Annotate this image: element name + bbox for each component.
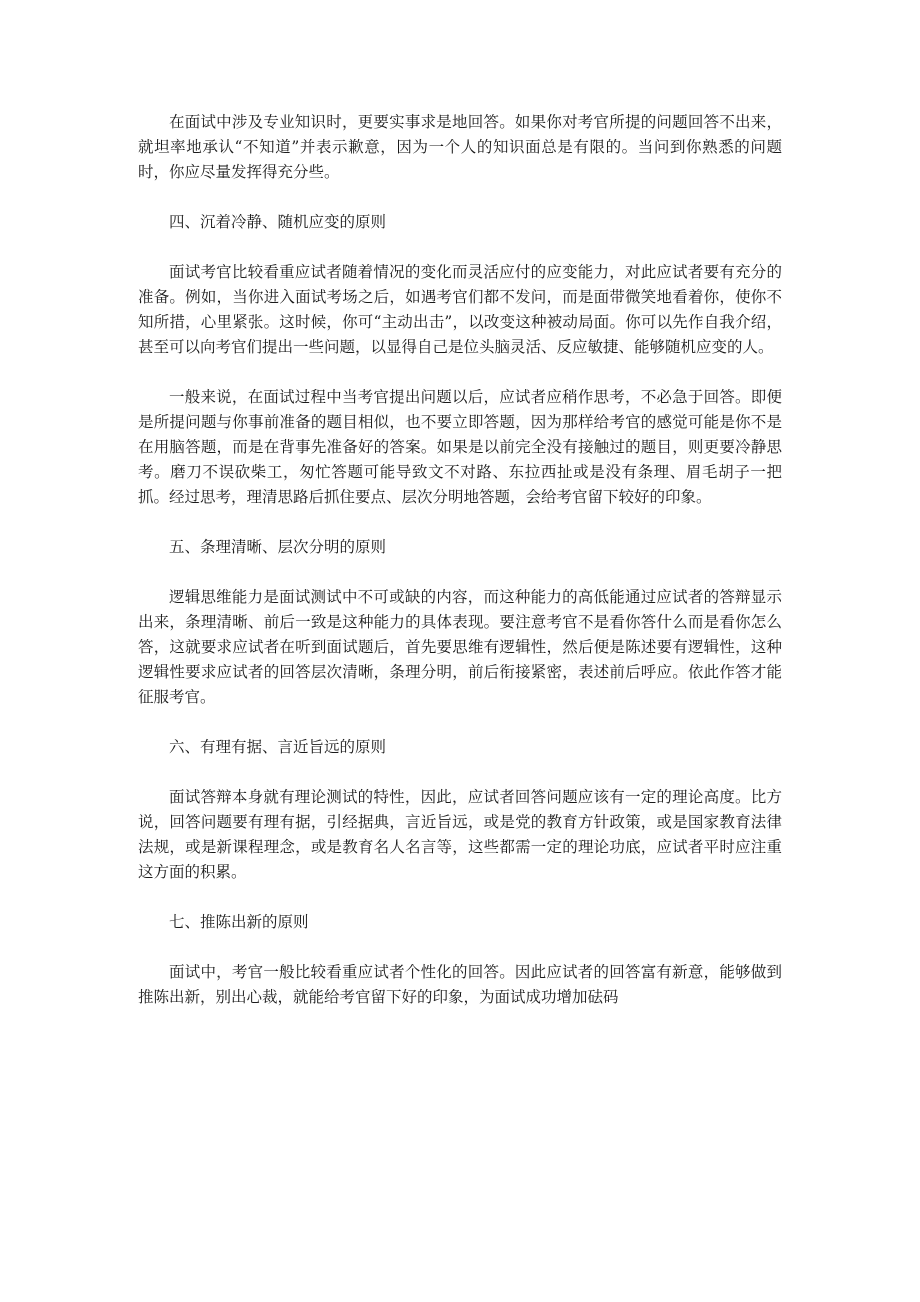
paragraph-adaptability: 面试考官比较看重应试者随着情况的变化而灵活应付的应变能力，对此应试者要有充分的准备。例如，当你进入面试考场之后，如遇考官们都不发问，而是面带微笑地看着你，使你不知所措，心里紧张。这时候，你可“主动出击”，以改变这种被动局面。你可以先作自我介绍，甚至可以向考官们提出一些问题，以显得自己是位头脑灵活、反应敏捷、能够随机应变的人。 <box>138 263 782 356</box>
section-heading-7: 七、推陈出新的原则 <box>169 913 309 931</box>
paragraph-think-before-answer: 一般来说，在面试过程中当考官提出问题以后，应试者应稍作思考，不必急于回答。即便是所提问题与你事前准备的题目相似，也不要立即答题，因为那样给考官的感觉可能是你不是在用脑答题，而是在背事先准备好的答案。如果是以前完全没有接触过的题目，则更要冷静思考。磨刀不误砍柴工，匆忙答题可能导致文不对路、东拉西扯或是没有条理、眉毛胡子一把抓。经过思考，理清思路后抓住要点、层次分明地答题，会给考官留下较好的印象。 <box>138 388 782 506</box>
document-body <box>138 110 782 1035</box>
paragraph-professional-knowledge: 在面试中涉及专业知识时，更要实事求是地回答。如果你对考官所提的问题回答不出来，就坦率地承认“不知道”并表示歉意，因为一个人的知识面总是有限的。当问到你熟悉的问题时，你应尽量发挥得充分些。 <box>138 113 782 181</box>
paragraph-logical-thinking: 逻辑思维能力是面试测试中不可或缺的内容，而这种能力的高低能通过应试者的答辩显示出来，条理清晰、前后一致是这种能力的具体表现。要注意考官不是看你答什么而是看你怎么答，这就要求应试者在听到面试题后，首先要思维有逻辑性，然后便是陈述要有逻辑性，这种逻辑性要求应试者的回答层次清晰，条理分明，前后衔接紧密，表述前后呼应。依此作答才能征服考官。 <box>138 588 782 706</box>
paragraph-innovation: 面试中，考官一般比较看重应试者个性化的回答。因此应试者的回答富有新意，能够做到推陈出新，别出心裁，就能给考官留下好的印象，为面试成功增加砝码 <box>138 963 782 1006</box>
section-heading-4: 四、沉着冷静、随机应变的原则 <box>169 213 387 231</box>
section-heading-6: 六、有理有据、言近旨远的原则 <box>169 738 387 756</box>
section-heading-5: 五、条理清晰、层次分明的原则 <box>169 538 387 556</box>
paragraph-theory-basis: 面试答辩本身就有理论测试的特性，因此，应试者回答问题应该有一定的理论高度。比方说，回答问题要有理有据，引经据典，言近旨远，或是党的教育方针政策，或是国家教育法律法规，或是新课程理念，或是教育名人名言等，这些都需一定的理论功底，应试者平时应注重这方面的积累。 <box>138 788 782 881</box>
